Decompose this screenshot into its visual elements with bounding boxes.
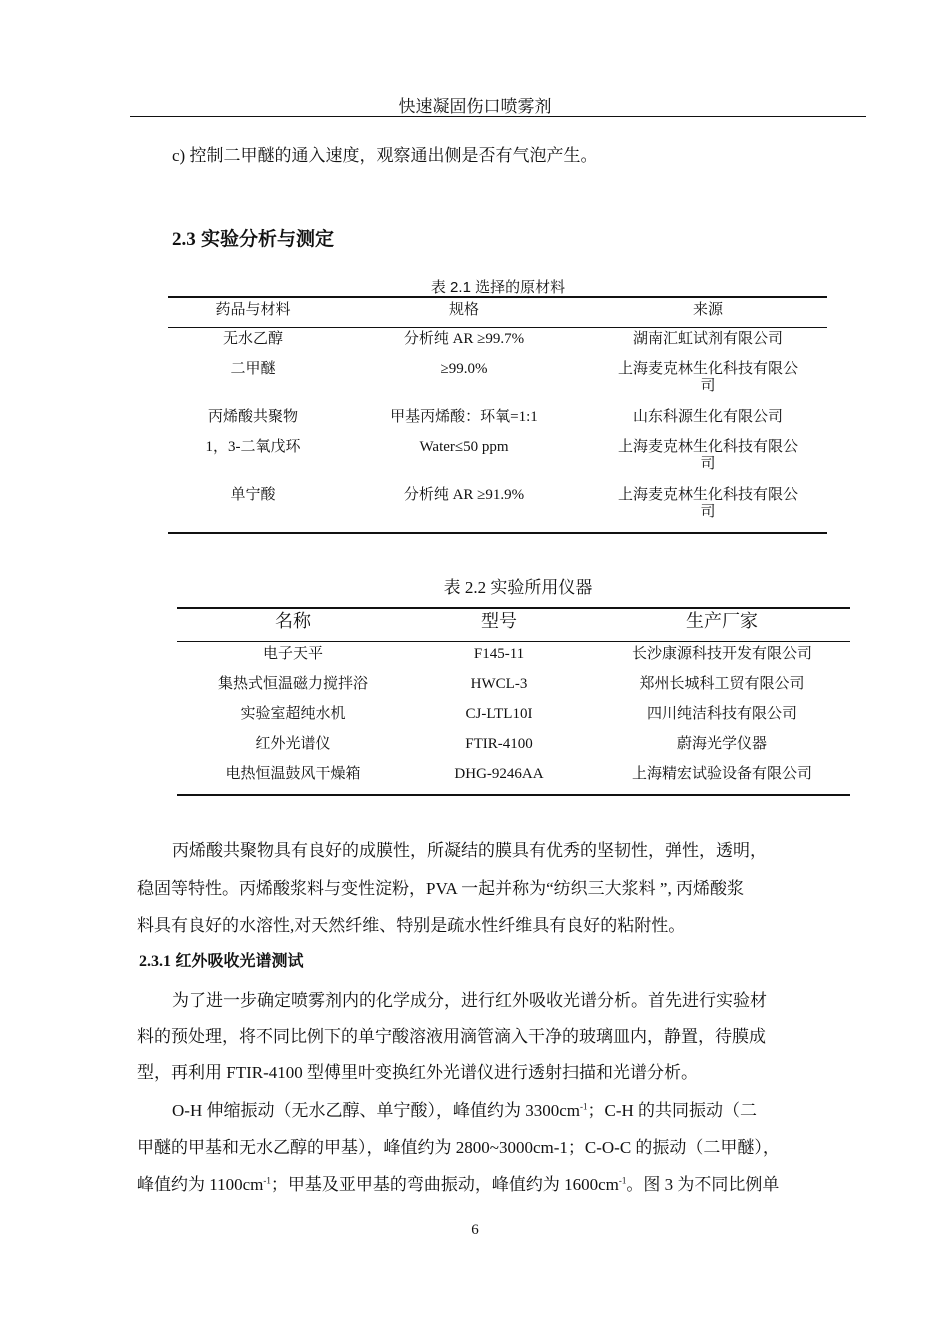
- table2-header-rule: [177, 641, 850, 642]
- paragraph-line: 甲醚的甲基和无水乙醇的甲基），峰值约为 2800~3000cm-1；C-O-C 的振动（二甲醚），: [137, 1138, 780, 1157]
- subsection-title: 红外吸收光谱测试: [171, 953, 304, 970]
- table1-cell-source: 上海麦克林生化科技有限公: [617, 487, 798, 503]
- text-run: 。图 3 为不同比例单: [626, 1175, 780, 1194]
- table1-cell-material: 单宁酸: [230, 487, 276, 503]
- table2-header-cell: 名称: [275, 611, 311, 631]
- table2-header-cell: 型号: [481, 611, 517, 631]
- header-rule: [130, 116, 866, 117]
- table2-cell-name: 实验室超纯水机: [240, 706, 346, 722]
- table1-cell-spec: 分析纯 AR ≥91.9%: [403, 487, 525, 503]
- text-run: O-H 伸缩振动（无水乙醇、单宁酸），峰值约为 3300cm: [172, 1101, 580, 1120]
- table2-cell-maker: 四川纯洁科技有限公司: [646, 706, 797, 722]
- table1-cell-source: 山东科源生化有限公司: [632, 409, 783, 425]
- table1-cell-source-wrap: 司: [700, 504, 716, 520]
- table2-cell-maker: 上海精宏试验设备有限公司: [631, 766, 812, 782]
- table2-top-rule: [177, 607, 850, 609]
- table1-header-cell: 药品与材料: [215, 302, 291, 318]
- table2-caption: 表 2.2 实验所用仪器: [443, 578, 593, 597]
- section-heading: [172, 224, 334, 251]
- step-c-text: c) 控制二甲醚的通入速度，观察通出侧是否有气泡产生。: [172, 146, 598, 165]
- table1-cell-spec: ≥99.0%: [440, 361, 488, 377]
- table2-cell-maker: 蔚海光学仪器: [676, 736, 767, 752]
- subsection-number: 2.3.1: [139, 953, 171, 970]
- table1-cell-spec: 分析纯 AR ≥99.7%: [403, 331, 525, 347]
- table1-cell-material: 无水乙醇: [222, 331, 283, 347]
- paragraph-line: 型，再利用 FTIR-4100 型傅里叶变换红外光谱仪进行透射扫描和光谱分析。: [137, 1063, 698, 1082]
- table1-cell-material: 丙烯酸共聚物: [207, 409, 298, 425]
- table1-header-row: [168, 300, 827, 324]
- table1-cell-source: 上海麦克林生化科技有限公: [617, 361, 798, 377]
- paragraph-line: [172, 1096, 757, 1121]
- table2-cell-name: 集热式恒温磁力搅拌浴: [217, 676, 368, 692]
- table2-cell-maker: 长沙康源科技开发有限公司: [631, 646, 812, 662]
- table2-cell-name: 红外光谱仪: [255, 736, 331, 752]
- table1-cell-source-wrap: 司: [700, 378, 716, 394]
- paragraph-line: 稳固等特性。丙烯酸浆料与变性淀粉，PVA 一起并称为“纺织三大浆料 ”, 丙烯酸浆: [137, 879, 744, 898]
- paragraph-line: 料的预处理，将不同比例下的单宁酸溶液用滴管滴入干净的玻璃皿内，静置，待膜成: [137, 1027, 766, 1046]
- table2-header-cell: 生产厂家: [686, 611, 758, 631]
- table2-bottom-rule: [177, 794, 850, 796]
- section-number: 2.3: [172, 229, 196, 250]
- paragraph-line: 为了进一步确定喷雾剂内的化学成分，进行红外吸收光谱分析。首先进行实验材: [172, 991, 767, 1010]
- table1-cell-material: 二甲醚: [230, 361, 276, 377]
- table1-cell-material: 1，3-二氧戊环: [205, 439, 301, 455]
- table1-header-cell: 规格: [448, 302, 479, 318]
- table2-cell-model: DHG-9246AA: [454, 766, 544, 782]
- table2-cell-model: FTIR-4100: [465, 736, 533, 752]
- table1-cell-spec: Water≤50 ppm: [419, 439, 509, 455]
- table2-cell-name: 电热恒温鼓风干燥箱: [225, 766, 361, 782]
- table2-cell-model: HWCL-3: [470, 676, 528, 692]
- paragraph-line: 丙烯酸共聚物具有良好的成膜性，所凝结的膜具有优秀的坚韧性，弹性，透明，: [172, 841, 767, 860]
- table1-header-cell: 来源: [692, 302, 723, 318]
- table2-cell-model: F145-11: [473, 646, 525, 662]
- table1-cell-spec: 甲基丙烯酸：环氧=1:1: [390, 409, 538, 425]
- table2-cell-maker: 郑州长城科工贸有限公司: [639, 676, 805, 692]
- table2-header-row: [177, 611, 850, 639]
- text-run: ；C-H 的共同振动（二: [587, 1101, 758, 1120]
- superscript: -1: [618, 1175, 627, 1186]
- subsection-heading: [139, 948, 303, 971]
- table1-cell-source: 湖南汇虹试剂有限公司: [632, 331, 783, 347]
- text-run: ；甲基及亚甲基的弯曲振动，峰值约为 1600cm: [270, 1175, 619, 1194]
- running-header: 快速凝固伤口喷雾剂: [398, 97, 552, 116]
- paragraph-line: [137, 1170, 779, 1195]
- table1-bottom-rule: [168, 532, 827, 534]
- table1-header-rule: [168, 327, 827, 328]
- page-number: 6: [471, 1222, 479, 1238]
- table1-cell-source-wrap: 司: [700, 456, 716, 472]
- superscript: -1: [263, 1175, 271, 1186]
- section-title: 实验分析与测定: [195, 229, 335, 250]
- table1-top-rule: [168, 296, 827, 298]
- table1-cell-source: 上海麦克林生化科技有限公: [617, 439, 798, 455]
- paragraph-line: 料具有良好的水溶性,对天然纤维、特别是疏水性纤维具有良好的粘附性。: [137, 916, 686, 935]
- table1-caption: 表 2.1 选择的原材料: [430, 279, 566, 296]
- text-run: 峰值约为 1100cm: [137, 1175, 264, 1194]
- superscript: -1: [579, 1101, 588, 1112]
- table2-cell-model: CJ-LTL10I: [465, 706, 533, 722]
- table2-cell-name: 电子天平: [262, 646, 323, 662]
